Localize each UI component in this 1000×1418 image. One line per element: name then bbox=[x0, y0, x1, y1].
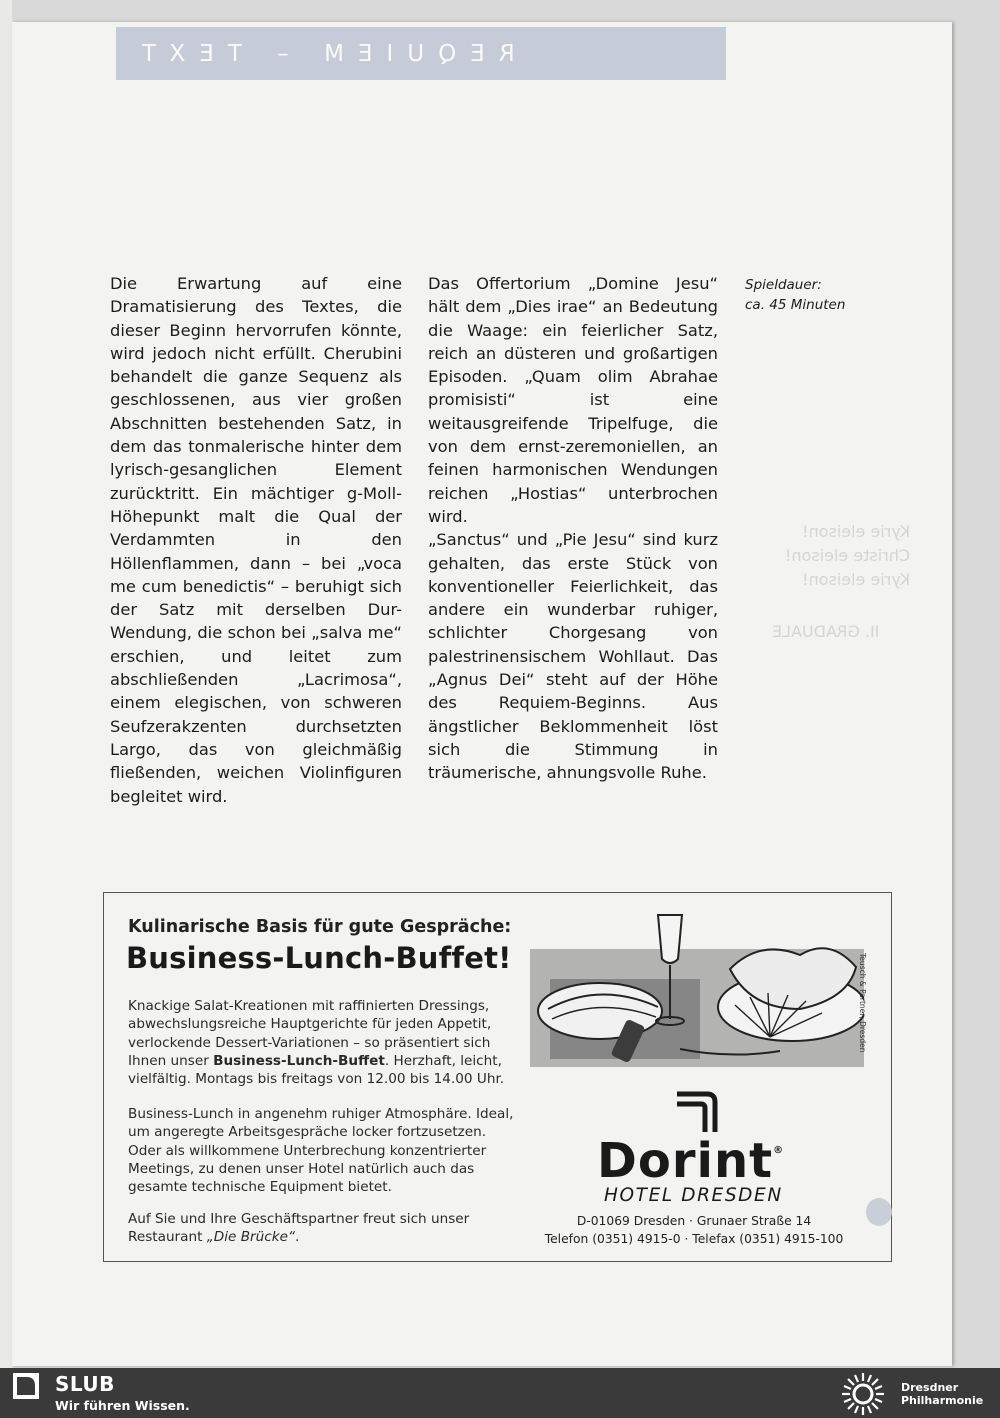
ad-text: . Herzhaft, leicht, vielfältig. Montags bis freitags von 12.00 bis 14.00 Uhr. bbox=[128, 1052, 505, 1088]
show-through-text: II. GRADUALE bbox=[772, 622, 880, 641]
section-header-text-mirrored: REQUIEM – TEXT bbox=[128, 41, 515, 67]
ad-text: Knackige Salat-Kreationen mit raffinierten Dressings, abwechslungsreiche Hauptgerichte für jeden Appetit, verlockende Dessert-Variationen – so präsentiert sich Ihnen unser bbox=[128, 998, 492, 1069]
hotel-address: D-01069 Dresden · Grunaer Straße 14 bbox=[576, 1214, 812, 1228]
ad-headline: Business-Lunch-Buffet! bbox=[126, 941, 512, 975]
previous-page-edge bbox=[0, 0, 12, 1368]
restaurant-name: „Die Brücke“ bbox=[206, 1229, 296, 1246]
hotel-phone: Telefon (0351) 4915-0 · Telefax (0351) 4915-100 bbox=[544, 1231, 844, 1246]
dorint-logo-wordmark bbox=[597, 1133, 784, 1189]
viewer-footer bbox=[0, 1368, 1000, 1418]
philharmonie-line2: Philharmonie bbox=[901, 1394, 984, 1407]
hotel-contact bbox=[544, 1213, 844, 1248]
slub-logo-icon bbox=[13, 1373, 39, 1399]
philharmonie-name bbox=[901, 1381, 983, 1407]
ad-emphasis: Business-Lunch-Buffet bbox=[213, 1052, 385, 1069]
dorint-logo-mark-icon bbox=[671, 1088, 721, 1138]
buffet-illustration bbox=[530, 909, 864, 1067]
registered-mark: ® bbox=[773, 1145, 785, 1156]
page-number-marker bbox=[866, 1198, 892, 1226]
ad-paragraph bbox=[128, 997, 518, 1088]
logo-word: Dorint bbox=[597, 1133, 774, 1189]
body-paragraph: „Sanctus“ und „Pie Jesu“ sind kurz gehalten, das erste Stück von konventioneller Feierlichkeit, das andere ein wunderbar ruhiger, schlichter Chorgesang von palestrinensischem Wohllaut. Das „Agnus Dei“ steht auf der Höhe des Requiem-Beginns. Aus ängstlicher Beklommenheit löst sich die Stimmung in träumerische, ahnungsvolle Ruhe. bbox=[428, 530, 718, 783]
hotel-name: HOTEL DRESDEN bbox=[604, 1185, 783, 1206]
illustration-credit: Teusch & Partner, Dresden bbox=[858, 953, 867, 1053]
body-paragraph: Die Erwartung auf eine Dramatisierung des Textes, die dieser Beginn hervorrufen könnte, wird jedoch nicht erfüllt. Cherubini behandelt die ganze Sequenz als geschlossenen, aus vier großen Abschnitten bestehenden Satz, in dem das tonmalerische hinter dem lyrisch-gesanglichen Element zurücktritt. Ein mächtiger g-Moll-Höhepunkt malt die Qual der Verdammten in den Höllenflammen, dann – bei „voca me cum benedictis“ – beruhigt sich der Satz mit derselben Dur-Wendung, die schon bei „salva me“ erschien, und leitet zum abschließenden „Lacrimosa“, einem elegischen, von schweren Seufzerakzenten durchsetzten Largo, das von gleichmäßig fließenden, weichen Violinfiguren begleitet wird. bbox=[110, 274, 402, 806]
slub-slogan: Wir führen Wissen. bbox=[55, 1398, 190, 1413]
ad-text: . bbox=[295, 1229, 300, 1246]
ad-text: Auf Sie und Ihre Geschäftspartner freut sich unser Restaurant bbox=[128, 1211, 470, 1246]
ad-paragraph: Business-Lunch in angenehm ruhiger Atmosphäre. Ideal, um angeregte Arbeitsgespräche locker fortzusetzen. Oder als willkommene Unterbrechung konzentrierter Meetings, zu denen unser Hotel natürlich auch das gesamte technische Equipment bietet. bbox=[128, 1106, 514, 1196]
body-paragraph: Das Offertorium „Domine Jesu“ hält dem „Dies irae“ an Bedeutung die Waage: ein feierlicher Satz, reich an düsteren und großartigen Episoden. „Quam olim Abrahae promisisti“ ist eine weitausgreifende Tripelfuge, die von dem ernst-zeremoniellen, an feinen harmonischen Wendungen reichen „Hostias“ unterbrochen wird. bbox=[428, 274, 718, 526]
duration-label: Spieldauer: bbox=[745, 277, 822, 293]
body-column-right bbox=[428, 272, 718, 785]
duration-value: ca. 45 Minuten bbox=[745, 297, 846, 313]
philharmonie-line1: Dresdner bbox=[901, 1381, 959, 1394]
duration-note bbox=[745, 275, 845, 315]
ad-paragraph bbox=[128, 1210, 498, 1247]
body-column-left bbox=[110, 272, 402, 808]
section-header-band bbox=[116, 27, 726, 80]
philharmonie-logo-icon bbox=[840, 1371, 886, 1417]
ad-kicker: Kulinarische Basis für gute Gespräche: bbox=[128, 917, 512, 937]
slub-name: SLUB bbox=[55, 1372, 115, 1396]
show-through-text: Kyrie eleison! Christe eleison! Kyrie eleison! bbox=[785, 522, 911, 589]
hotel-advertisement bbox=[103, 892, 892, 1262]
